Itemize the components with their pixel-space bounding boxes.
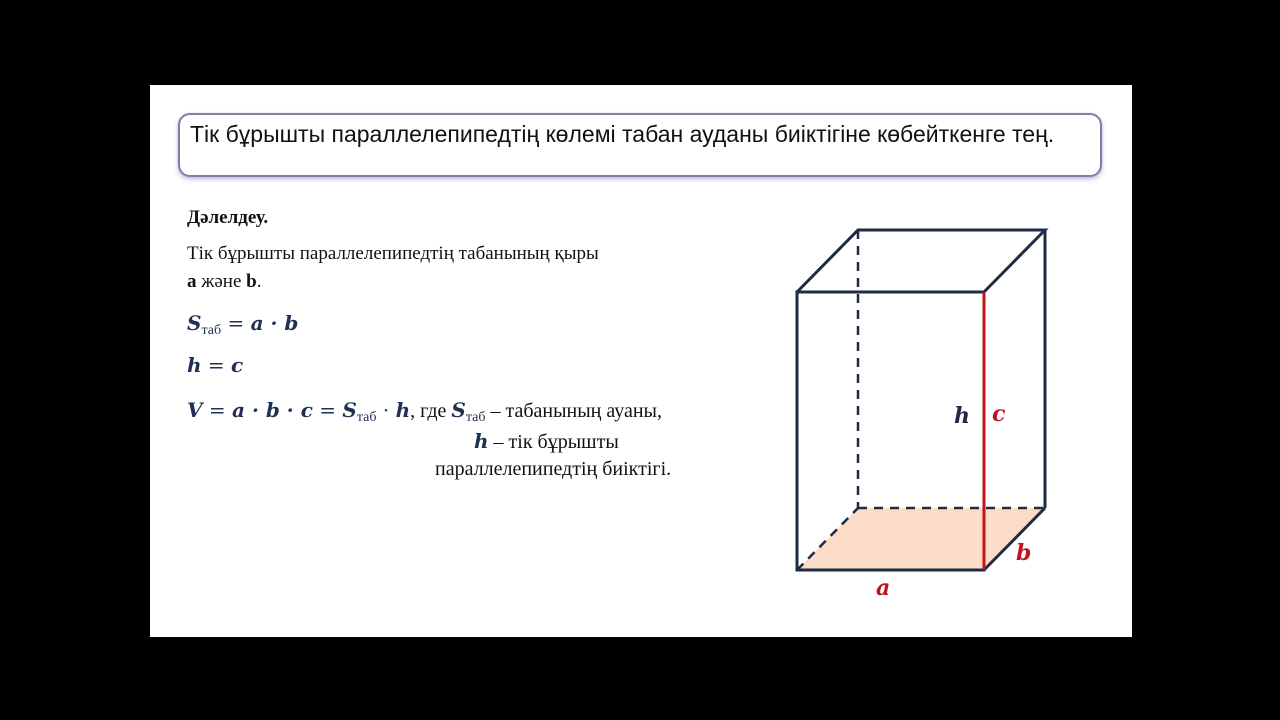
formula-h: h	[395, 398, 411, 422]
label-b: b	[1016, 540, 1032, 566]
intro-dot: .	[256, 271, 262, 292]
formula-c: c	[231, 353, 244, 377]
intro-line: Тік бұрышты параллелепипедтің табанының қыры	[187, 243, 599, 264]
base-face	[797, 508, 1045, 570]
formula-h: h	[187, 353, 202, 377]
intro-and: және	[196, 271, 247, 292]
note-h-desc: – тік бұрышты	[488, 431, 619, 453]
note-h: h	[474, 429, 489, 453]
formula-eq: =	[221, 311, 251, 335]
edge-b-label: b	[246, 271, 257, 292]
theorem-text: Тік бұрышты параллелепипедтің көлемі табан ауданы биіктігіне көбейткенге тең.	[190, 121, 1055, 147]
note-where: , где	[410, 400, 452, 422]
formula-V: V	[187, 398, 203, 422]
top-face	[797, 230, 1045, 292]
note-last: параллелепипедтің биіктігі.	[435, 458, 672, 480]
formula-S: S	[342, 398, 357, 422]
formula-S-sub: таб	[356, 410, 377, 425]
note-S: S	[451, 398, 466, 422]
label-a: a	[876, 575, 891, 601]
formula-eq: =	[201, 353, 232, 377]
formula-ab: a · b	[250, 311, 299, 335]
formula-S: S	[187, 311, 202, 335]
parallelepiped-figure	[150, 85, 1132, 637]
formula-abc: a · b · c	[232, 398, 313, 422]
slide	[150, 85, 1132, 637]
formula-S-sub: таб	[201, 323, 222, 338]
note-S-sub: таб	[465, 410, 486, 425]
formula-eq: =	[312, 398, 343, 422]
proof-title: Дәлелдеу.	[187, 207, 269, 228]
note-S-desc: – табанының ауаны,	[485, 400, 662, 422]
formula-eq: =	[202, 398, 233, 422]
edge-a-label: a	[187, 271, 197, 292]
label-h: h	[954, 403, 970, 429]
label-c: c	[992, 401, 1006, 427]
formula-dot: ·	[376, 398, 396, 422]
